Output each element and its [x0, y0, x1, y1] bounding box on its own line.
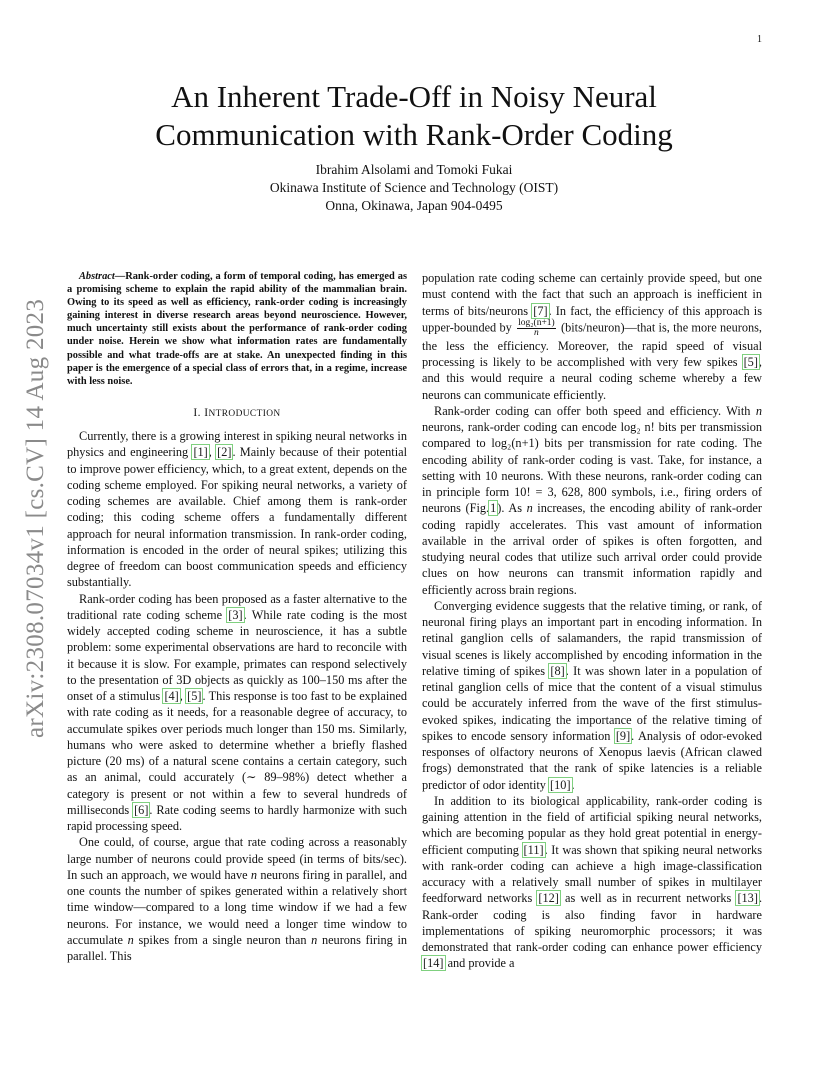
abstract-text: Rank-order coding, a form of temporal coding, has emerged as a promising scheme to explain the rapid ability of the mammalian brain. Owing to its speed as well as efficiency, rank-order coding is increasingly gaining interest in diverse research areas beyond neuroscience. However, much uncertainty still exists about the performance of rank-order coding under noise. Herein we show what information rates are fundamentally possible and what trade-offs are at stake. An unexpected finding in this paper is the emergence of a special class of errors that, in a regime, increase with less noise. [67, 271, 407, 387]
section-title-first: I [204, 406, 209, 419]
citation-link[interactable]: [1] [193, 445, 208, 460]
math-expression: log₂(n+1) [491, 436, 539, 451]
citation-link[interactable]: [10] [550, 777, 571, 792]
math-fraction [517, 319, 556, 338]
math-variable: n [250, 867, 258, 882]
paragraph: Currently, there is a growing interest in spiking neural networks in physics and engineering [1], [2]. Mainly because of their potential to improve power efficiency, which, to a great extent, depends on the coding scheme employed. For spiking neural networks, a variety of coding schemes are available. Chief among them is rank-order coding; this coding scheme offers a fundamentally different approach for neural information transmission. In rank-order coding, information is encoded in the order of neural spikes; utilizing this degree of freedom can boost communication speeds and efficiency substantially. [67, 429, 407, 590]
paragraph: Rank-order coding has been proposed as a faster alternative to the traditional rate coding scheme [3]. While rate coding is the most widely accepted coding scheme in neuroscience, it has a subtle problem: some experimental observations are hard to reconcile with it because it is slow. For example, primates can respond selectively to the presentation of 3D objects as quickly as 100–150 ms after the onset of a stimulus [4], [5]. This response is too fast to be explained with rate coding as it needs, for a reasonable degree of accuracy, to accumulate spikes over periods much longer than 150 ms. Similarly, humans who were asked to determine whether a briefly flashed picture (20 ms) of a natural scene contains a certain category, such as an animal, could accurately (∼ 89–98%) detect whether a category is present or not within a few to several hundreds of milliseconds [6]. Rate coding seems to hardly harmonize with such rapid processing speed. [67, 591, 408, 834]
math-expression: log₂ n! [620, 420, 655, 434]
citation-link[interactable]: [5] [743, 355, 758, 369]
citation-link[interactable]: [12] [538, 891, 559, 906]
math-expression: 10! = 3, 628, 800 [514, 485, 607, 499]
citation-link[interactable]: [8] [550, 663, 565, 678]
abstract [67, 270, 407, 388]
figure-link[interactable]: 1 [490, 501, 497, 516]
author-block [150, 161, 678, 215]
citation-link[interactable]: [5] [187, 689, 202, 704]
page-number: 1 [757, 34, 762, 45]
paragraph: population rate coding scheme can certainly provide speed, but one must contend with the fact that such an approach is inefficient in terms of bits/neurons [7]. In fact, the efficiency of this approach is upper-bounded by $\frac{\text{log₂(n+1)}}{n}$ (bits/neuron)—that is, the more neurons, the less the efficiency. Moreover, the rapid speed of visual processing is likely to be accomplished with very few spikes [5], and this would require a neural coding scheme whereby a few neurons can communicate efficiently. [422, 271, 763, 402]
citation-link[interactable]: [6] [134, 802, 149, 817]
citation-link[interactable]: [9] [615, 728, 631, 743]
author-names: Ibrahim Alsolami and Tomoki Fukai [315, 162, 513, 177]
citation-link[interactable]: [3] [228, 607, 243, 622]
fraction-denominator: n [534, 327, 539, 338]
fraction-numerator: log₂(n+1) [518, 317, 555, 328]
left-column [67, 270, 407, 964]
abstract-label: Abstract [79, 271, 115, 282]
paragraph: In addition to its biological applicability, rank-order coding is gaining attention in the field of artificial spiking neural networks, which are becoming popular as they hold great potential in energy-efficient computing [11]. It was shown that spiking neural networks with rank-order coding can achieve a high image-classification accuracy with a relatively small number of spikes in multilayer feedforward networks [12] as well as in recurrent networks [13]. Rank-order coding is also finding favor in hardware implementations of spiking neuromorphic processors; it was demonstrated that rank-order coding can enhance power efficiency [14] and provide a [422, 793, 763, 971]
section-title-rest: NTRODUCTION [208, 408, 281, 419]
math-variable: n [526, 501, 533, 516]
citation-link[interactable]: [14] [423, 956, 444, 971]
citation-link[interactable]: [7] [533, 303, 548, 318]
affiliation: Okinawa Institute of Science and Technology (OIST) [269, 180, 559, 195]
arxiv-identifier: arXiv:2308.07034v1 [cs.CV] 14 Aug 2023 [22, 298, 49, 738]
math-variable: n [755, 403, 763, 418]
paper-title: An Inherent Trade-Off in Noisy Neural Communication with Rank-Order Coding [155, 79, 673, 152]
citation-link[interactable]: [11] [523, 842, 544, 857]
paragraph: One could, of course, argue that rate coding across a reasonably large number of neurons could provide speed (in terms of bits/sec). In such an approach, we would have n neurons firing in parallel, and one counts the number of spikes generated within a relatively short time window—compared to a long time window if we had a few neurons. For instance, we would need a longer time window to accumulate n spikes from a single neuron than n neurons firing in parallel. This [67, 835, 408, 964]
citation-link[interactable]: [13] [737, 891, 758, 906]
math-variable: n [311, 932, 318, 947]
section-number: I. [193, 406, 201, 419]
math-variable: n [127, 932, 134, 947]
right-column [422, 270, 762, 972]
address: Onna, Okinawa, Japan 904-0495 [325, 198, 503, 213]
section-heading-introduction [67, 405, 407, 422]
citation-link[interactable]: [4] [164, 689, 179, 704]
paragraph: Rank-order coding can offer both speed and efficiency. With n neurons, rank-order coding can encode log₂ n! bits per transmission compared to log₂(n+1) bits per transmission for rate coding. The encoding ability of rank-order coding is vast. Take, for instance, a setting with 10 neurons. With these neurons, rank-order coding can in principle form 10! = 3, 628, 800 symbols, i.e., firing orders of neurons (Fig.1). As n increases, the encoding ability of rank-order coding rapidly accelerates. This vast amount of information available in the arrival order of spikes is often forgotten, and studying neural codes that utilize such arrival order could provide clues on how neurons can transmit information rapidly and efficiently across brain regions. [422, 403, 763, 597]
paragraph: Converging evidence suggests that the relative timing, or rank, of neuronal firing plays an important part in encoding information. In retinal ganglion cells of salamanders, the rapid transmission of visual scenes is likely accomplished by encoding information in the relative timing of spikes [8]. It was shown later in a population of retinal ganglion cells of mice that the content of a visual stimulus could be accurately inferred from the wave of the first stimulus-evoked spikes, indicating the importance of the relative timing of spikes to encode sensory information [9]. Analysis of odor-evoked responses of olfactory neurons of Xenopus laevis (African clawed frogs) demonstrated that the rank of spike latencies is a reliable predictor of odor identity [10]. [422, 598, 763, 792]
citation-link[interactable]: [2] [217, 445, 232, 460]
abstract-dash: — [114, 271, 126, 282]
